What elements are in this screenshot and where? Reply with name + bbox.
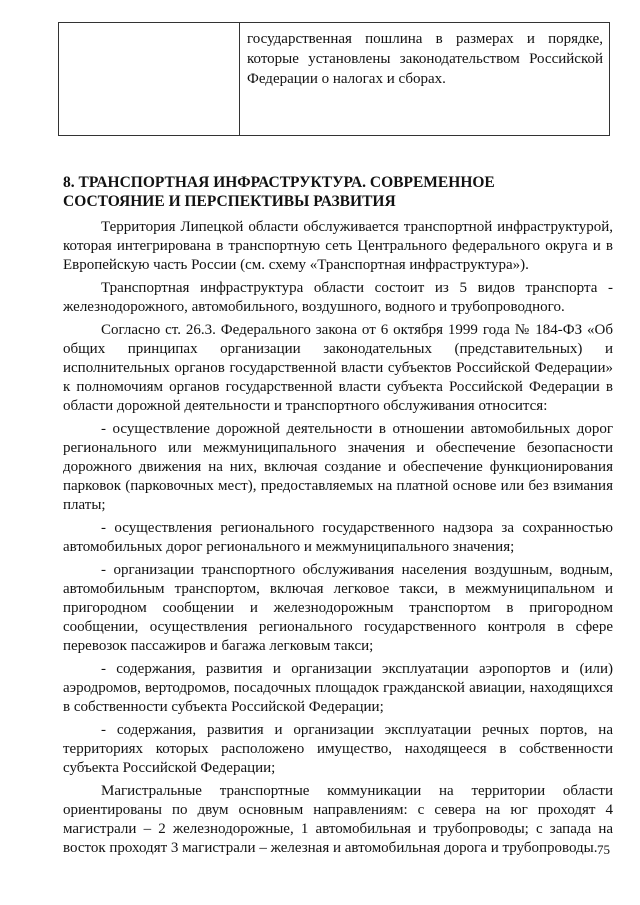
section-heading bbox=[63, 173, 615, 211]
section-body bbox=[63, 218, 613, 862]
page-number: 75 bbox=[597, 842, 610, 857]
continuation-table bbox=[58, 22, 610, 136]
paragraph: Магистральные транспортные коммуникации на территории области ориентированы по двум основным направлениям: с севера на юг проходят 4 магистрали – 2 железнодорожные, 1 автомобильная и трубопроводы; с запада на восток проходят 3 магистрали – железная и автомобильная дорога и трубопроводы. bbox=[63, 783, 613, 856]
list-item: - осуществления регионального государственного надзора за сохранностью автомобильных дорог регионального и межмуниципального значения; bbox=[63, 520, 613, 555]
list-item: - организации транспортного обслуживания населения воздушным, водным, автомобильным транспортом, включая легковое такси, в межмуниципальном и пригородном сообщении и железнодорожным транспортом в пригородном сообщении, осуществления регионального государственного контроля в сфере перевозок пассажиров и багажа легковым такси; bbox=[63, 562, 613, 654]
table-cell-empty bbox=[59, 23, 240, 135]
list-item: - содержания, развития и организации эксплуатации речных портов, на территориях которых расположено имущество, находящееся в собственности субъекта Российской Федерации; bbox=[63, 722, 613, 776]
paragraph: Территория Липецкой области обслуживается транспортной инфраструктурой, которая интегрирована в транспортную сеть Центрального федерального округа и в Европейскую часть России (см. схему «Транспортная инфраструктура»). bbox=[63, 219, 613, 273]
paragraph: Транспортная инфраструктура области состоит из 5 видов транспорта - железнодорожного, автомобильного, воздушного, водного и трубопроводного. bbox=[63, 280, 613, 315]
section-heading-line1: 8. ТРАНСПОРТНАЯ ИНФРАСТРУКТУРА. СОВРЕМЕННОЕ bbox=[63, 174, 495, 191]
table-cell-text: государственная пошлина в размерах и порядке, которые установлены законодательством Российской Федерации о налогах и сборах. bbox=[247, 31, 603, 87]
paragraph: Согласно ст. 26.3. Федерального закона от 6 октября 1999 года № 184-ФЗ «Об общих принципах организации законодательных (представительных) и исполнительных органов государственной власти субъектов Российской Федерации» к полномочиям органов государственной власти субъекта Российской Федерации в области дорожной деятельности и транспортного обслуживания относится: bbox=[63, 322, 613, 414]
list-item: - осуществление дорожной деятельности в отношении автомобильных дорог регионального или межмуниципального значения и обеспечение безопасности дорожного движения на них, включая создание и обеспечение функционирования парковок (парковочных мест), предоставляемых на платной основе или без взимания платы; bbox=[63, 421, 613, 513]
list-item: - содержания, развития и организации эксплуатации аэропортов и (или) аэродромов, вертодромов, посадочных площадок гражданской авиации, находящихся в собственности субъекта Российской Федерации; bbox=[63, 661, 613, 715]
section-heading-line2: СОСТОЯНИЕ И ПЕРСПЕКТИВЫ РАЗВИТИЯ bbox=[63, 193, 396, 210]
